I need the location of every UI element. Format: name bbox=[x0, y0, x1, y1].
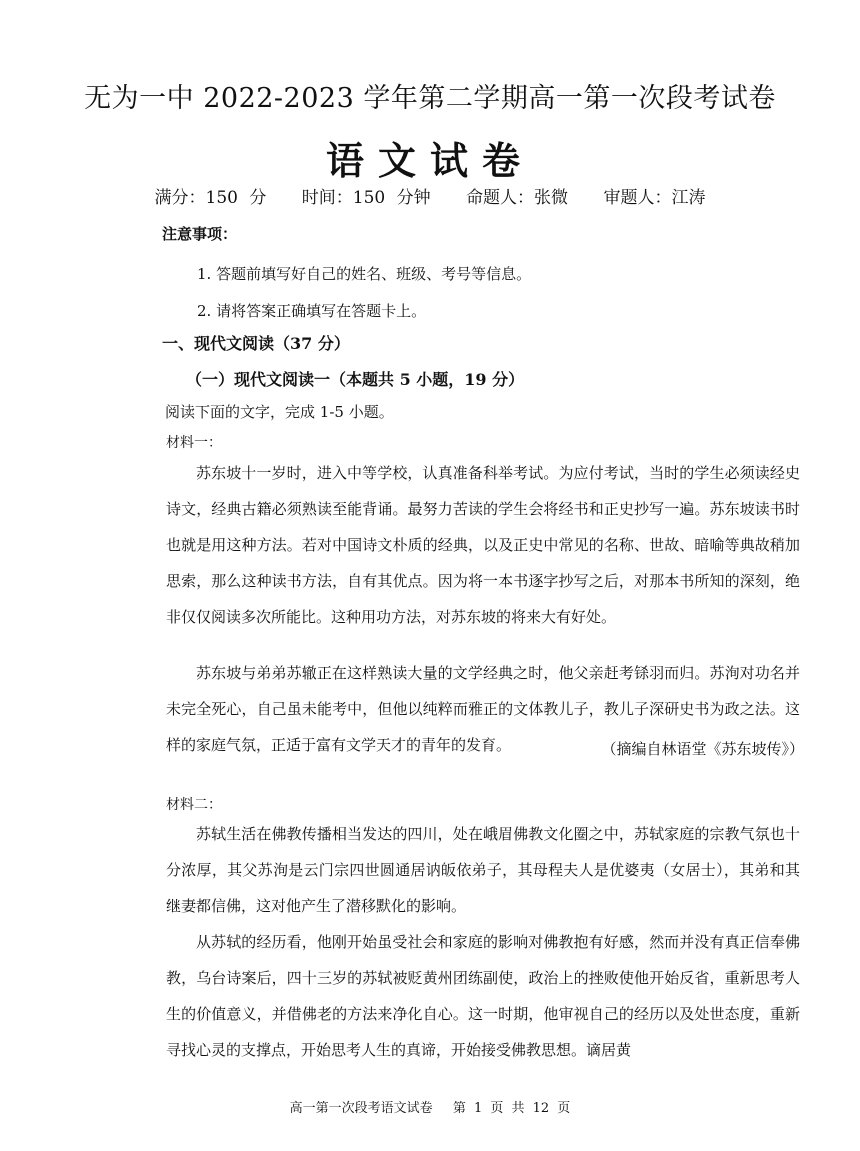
reading-instruction: 阅读下面的文字，完成 1-5 小题。 bbox=[165, 403, 394, 421]
question-reviewer: 审题人：江涛 bbox=[603, 188, 706, 208]
material-one-paragraph: 苏东坡与弟弟苏辙正在这样熟读大量的文学经典之时，他父亲赶考铩羽而归。苏洵对功名并未完全死心，自己虽未能考中，但他以纯粹而雅正的文体教儿子，教儿子深研史书为政之法。这样的家庭气氛，正适于富有文学天才的青年的发育。 bbox=[166, 664, 800, 754]
material-one-label: 材料一： bbox=[166, 435, 222, 451]
notes-heading: 注意事项： bbox=[162, 225, 238, 243]
page-footer bbox=[0, 1097, 860, 1116]
material-two-label: 材料二： bbox=[166, 797, 222, 813]
section-heading: 一、现代文阅读（37 分） bbox=[162, 334, 350, 353]
material-two-paragraph: 从苏轼的经历看，他刚开始虽受社会和家庭的影响对佛教抱有好感，然而并没有真正信奉佛教，乌台诗案后，四十三岁的苏轼被贬黄州团练副使，政治上的挫败使他开始反省，重新思考人生的价值意义，并借佛老的方法来净化自心。这一时期，他审视自己的经历以及处世态度，重新寻找心灵的支撑点，开始思考人生的真谛，开始接受佛教思想。谪居黄 bbox=[166, 933, 800, 1059]
subject-title: 语文试卷 bbox=[325, 138, 534, 183]
subsection-heading: （一）现代文阅读一（本题共 5 小题，19 分） bbox=[186, 370, 525, 389]
exam-time: 时间：150 分钟 bbox=[301, 188, 431, 208]
full-score: 满分：150 分 bbox=[154, 188, 267, 208]
school-exam-title: 无为一中 2022-2023 学年第二学期高一第一次段考试卷 bbox=[84, 83, 776, 114]
exam-meta-line bbox=[0, 183, 860, 208]
question-author: 命题人：张微 bbox=[466, 188, 569, 208]
footer-page-number: 第 1 页 共 12 页 bbox=[452, 1101, 571, 1116]
material-one-paragraph: 苏东坡十一岁时，进入中等学校，认真准备科举考试。为应付考试，当时的学生必须读经史诗文，经典古籍必须熟读至能背诵。最努力苦读的学生会将经书和正史抄写一遍。苏东坡读书时也就是用这种方法。若对中国诗文朴质的经典，以及正史中常见的名称、世故、暗喻等典故稍加思索，那么这种读书方法，自有其优点。因为将一本书逐字抄写之后，对那本书所知的深刻，绝非仅仅阅读多次所能比。这种用功方法，对苏东坡的将来大有好处。 bbox=[166, 464, 800, 626]
material-two-paragraph: 苏轼生活在佛教传播相当发达的四川，处在峨眉佛教文化圈之中，苏轼家庭的宗教气氛也十分浓厚，其父苏洵是云门宗四世圆通居讷皈依弟子，其母程夫人是优婆夷（女居士），其弟和其继妻都信佛，这对他产生了潜移默化的影响。 bbox=[166, 825, 800, 915]
material-one-citation: （摘编自林语堂《苏东坡传》） bbox=[601, 740, 804, 758]
note-item: 1. 答题前填写好自己的姓名、班级、考号等信息。 bbox=[197, 265, 532, 283]
footer-exam-name: 高一第一次段考语文试卷 bbox=[289, 1101, 433, 1116]
note-item: 2. 请将答案正确填写在答题卡上。 bbox=[197, 302, 427, 320]
